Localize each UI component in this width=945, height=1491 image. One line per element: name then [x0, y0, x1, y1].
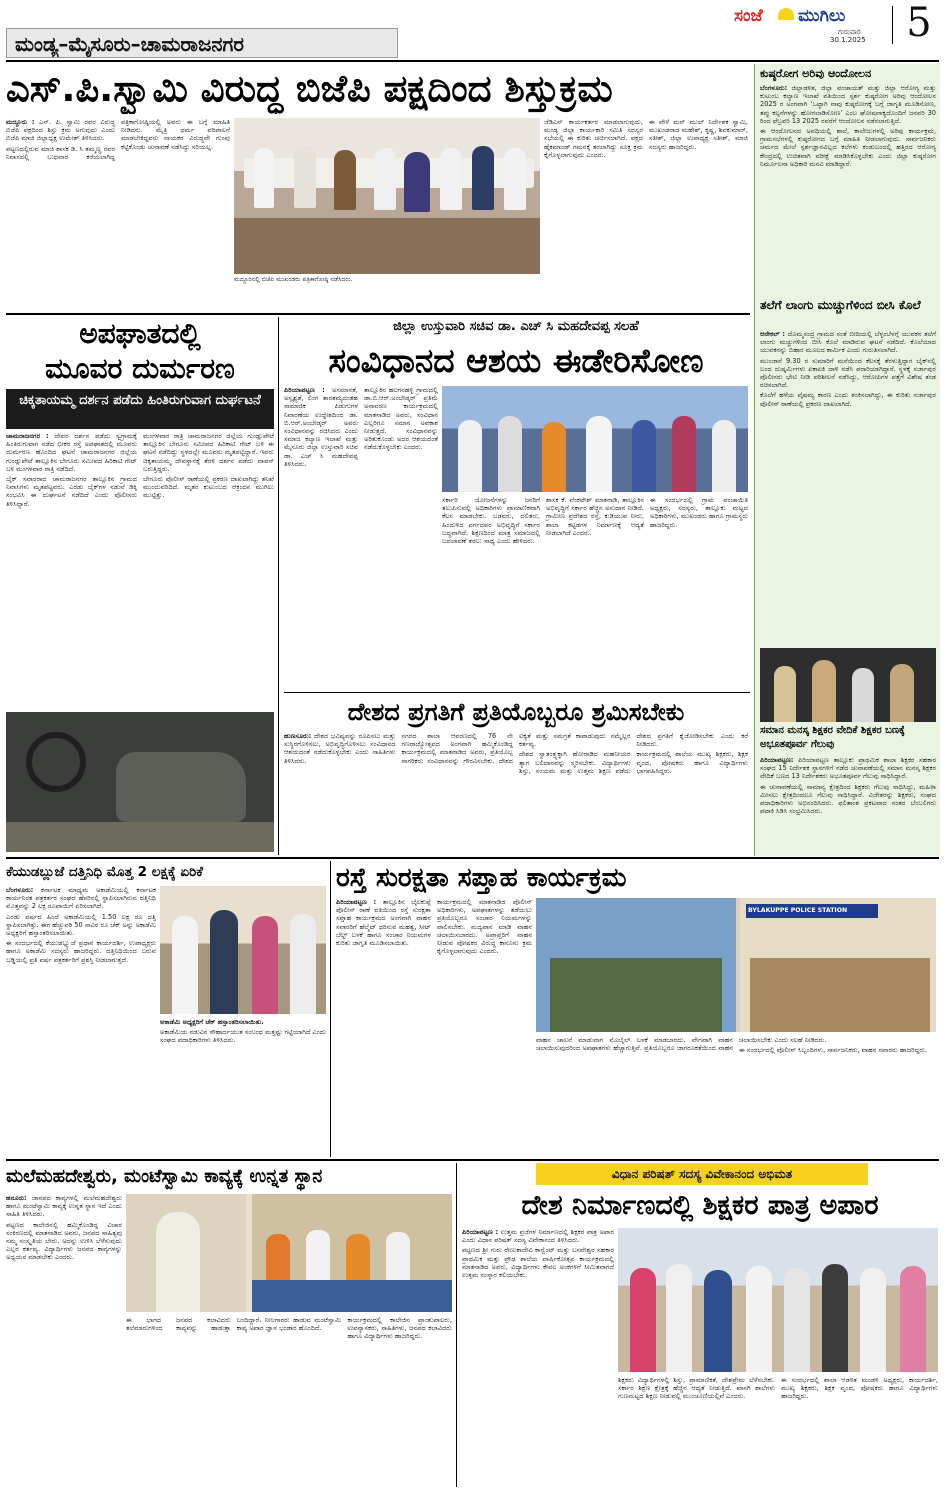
region-banner	[6, 28, 398, 58]
sidebar1-headline: ಕುಷ್ಠರೋಗ ಅರಿವು ಆಂದೋಲನ	[760, 67, 872, 80]
story7-para-2: ಪಟ್ಟಣದ ಕಾಲೇಜಿನಲ್ಲಿ ಹಮ್ಮಿಕೊಂಡಿದ್ದ ವಿಚಾರ ಸಂಕಿರಣದಲ್ಲಿ ಮಾತನಾಡಿದ ಅವರು, ಜನಪದ ಸಾಹಿತ್ಯವು ನಮ್ಮ ಸಂಸ್ಕೃತಿಯ ಬೇರು. ಅದನ್ನು ಉಳಿಸಿ ಬೆಳೆಸುವುದು ಎಲ್ಲರ ಕರ್ತವ್ಯ. ವಿದ್ಯಾರ್ಥಿಗಳು ಜನಪದ ಕಾವ್ಯಗಳನ್ನು ಅಧ್ಯಯನ ಮಾಡಬೇಕು ಎಂದರು.	[6, 1220, 122, 1262]
story7-photo	[126, 1194, 452, 1312]
brand-logo	[730, 4, 886, 44]
story6-para-2: ಕಾರ್ಯಕ್ರಮದಲ್ಲಿ ಮಾತನಾಡಿದ ಪೊಲೀಸ್ ಅಧಿಕಾರಿಗಳು, ಅಪಘಾತಗಳನ್ನು ತಡೆಯಲು ಪ್ರತಿಯೊಬ್ಬರೂ ಸಂಚಾರ ನಿಯಮಗಳನ್ನು ಪಾಲಿಸಬೇಕು. ಮದ್ಯಪಾನ ಮಾಡಿ ವಾಹನ ಚಲಾಯಿಸಬಾರದು. ಅಪ್ರಾಪ್ತರಿಗೆ ವಾಹನ ನೀಡುವ ಪೋಷಕರ ವಿರುದ್ಧ ಕಾನೂನು ಕ್ರಮ ಕೈಗೊಳ್ಳಲಾಗುವುದು ಎಂದರು.	[437, 898, 532, 956]
story7-body-left	[6, 1194, 122, 1486]
story4-para-2: ನಗರದ ಶಾಲಾ ಆವರಣದಲ್ಲಿ 76 ನೇ ಗಣರಾಜ್ಯೋತ್ಸವದ ಅಂಗವಾಗಿ ಹಮ್ಮಿಕೊಂಡಿದ್ದ ಕಾರ್ಯಕ್ರಮದಲ್ಲಿ ಮಾತನಾಡಿದ ಅವರು, ಪ್ರತಿಯೊಬ್ಬ ನಾಗರಿಕರು ಸಂವಿಧಾನವನ್ನು ಗೌರವಿಸಬೇಕು. ದೇಶದ ಐಕ್ಯತೆ ಮತ್ತು ಸಮಗ್ರತೆ ಕಾಪಾಡುವುದು ನಮ್ಮೆಲ್ಲರ ಕರ್ತವ್ಯ.	[401, 732, 631, 765]
story2-kicker-box	[6, 389, 274, 429]
sidebar2-sub-body	[760, 756, 936, 856]
story7-para-3: ಈ ಭಾಗದ ಜನಪದ ಕಲಾವಿದರು ತಲೆಮಾರುಗಳಿಂದ ಕಾವ್ಯವನ್ನು ಹಾಡುತ್ತಾ ಬಂದಿದ್ದಾರೆ. ನೀಲಗಾರರು ಹಾಡುವ ಮಂಟೆಸ್ವಾಮಿ ಕಾವ್ಯ ಅಪಾರ ಜ್ಞಾನ ಭಂಡಾರ ಹೊಂದಿದೆ.	[126, 1316, 342, 1333]
story2-body	[6, 432, 274, 710]
story3-kicker: ಜಿಲ್ಲಾ ಉಸ್ತುವಾರಿ ಸಚಿವ ಡಾ. ಎಚ್ ಸಿ ಮಹದೇವಪ್ಪ ಸಲಹೆ	[393, 319, 639, 334]
sidebar2-sub-headline: ಸಮಾನ ಮನಸ್ಕ ಶಿಕ್ಷಕರ ವೇದಿಕೆ ಶಿಕ್ಷಕರ ಬಣಕ್ಕೆ ಅಭೂತಪೂರ್ವ ಗೆಲುವು	[760, 725, 905, 750]
story3-body-left	[284, 386, 438, 686]
story6-para-3: ವಾಹನ ಚಾಲನೆ ಮಾಡುವಾಗ ಮೊಬೈಲ್ ಬಳಕೆ ಮಾಡಬಾರದು. ವೇಗವಾಗಿ ವಾಹನ ಚಲಾಯಿಸುವುದರಿಂದ ಅಪಘಾತಗಳು ಹೆಚ್ಚಾಗುತ್ತಿವೆ. ಪ್ರತಿಯೊಬ್ಬರೂ ಜಾಗರೂಕತೆಯಿಂದ ವಾಹನ ಚಲಾಯಿಸಬೇಕು ಎಂದು ಸಲಹೆ ನೀಡಿದರು.	[536, 1036, 827, 1053]
story3-body-right	[442, 496, 748, 688]
story1-para-1: ಎಸ್. ಪಿ. ಸ್ವಾಮಿ ರವರ ವಿರುದ್ಧ ಬಿಜೆಪಿ ಪಕ್ಷದಿಂದ ಶಿಸ್ತು ಕ್ರಮ ಅಗುವುದು ಎಂದು ಬಿಜೆಪಿ ಮಾಜಿ ಜಿಲ್ಲಾಧ್ಯಕ್ಷ ಉಮೇಶ್ ತಿಳಿಸಿದರು.	[6, 118, 115, 143]
story8-body-left	[462, 1228, 614, 1486]
story7-para-1: ಜಾನಪದ ಕಾವ್ಯಗಳಲ್ಲಿ ಮಲೆಮಹದೇಶ್ವರು ಹಾಗೂ ಮಂಟೆಸ್ವಾಮಿ ಕಾವ್ಯಕ್ಕೆ ಉನ್ನತ ಸ್ಥಾನ ಇದೆ ಎಂದು ಸಾಹಿತಿ ತಿಳಿಸಿದರು.	[6, 1194, 122, 1219]
story2-kicker: ಚಿಕ್ಕತಾಯಮ್ಮ ದರ್ಶನ ಪಡೆದು ಹಿಂತಿರುಗುವಾಗ ದುರ್ಘಟನೆ	[19, 393, 261, 408]
sidebar2-sub-para-1: ಪಿರಿಯಾಪಟ್ಟಣ ತಾಲ್ಲೂಕು ಪ್ರಾಥಮಿಕ ಶಾಲಾ ಶಿಕ್ಷಕರ ಸಹಕಾರ ಸಂಘದ 15 ನಿರ್ದೇಶಕ ಸ್ಥಾನಗಳಿಗೆ ನಡೆದ ಚುನಾವಣೆಯಲ್ಲಿ ಸಮಾನ ಮನಸ್ಕ ಶಿಕ್ಷಕರ ವೇದಿಕೆ ಬಣದ 13 ನಿರ್ದೇಶಕರು ಅಭೂತಪೂರ್ವ ಗೆಲುವು ಸಾಧಿಸಿದ್ದಾರೆ.	[760, 756, 936, 781]
sidebar2-dateline: ಆನೇಕಲ್ :	[760, 330, 786, 338]
story6-dateline: ಪಿರಿಯಾಪಟ್ಟಣ :	[336, 898, 377, 906]
col2-divider	[330, 861, 331, 1157]
story2-headline-line2: ಮೂವರ ದುರ್ಮರಣ	[45, 352, 235, 385]
region-title: ಮಂಡ್ಯ–ಮೈಸೂರು–ಚಾಮರಾಜನಗರ	[15, 32, 244, 56]
story2-para-2: ಬೈಕ್ ಸವಾರರಾದ ಚಾಮರಾಜನಗರ ತಾಲ್ಲೂಕಿನ ಗ್ರಾಮದ ನಿವಾಸಿಗಳು ಮೃತಪಟ್ಟವರು. ಎರಡು ಬೈಕ್‌ಗಳ ನಡುವೆ ಡಿಕ್ಕಿ ಸಂಭವಿಸಿ ಈ ದುರ್ಘಟನೆ ನಡೆದಿದೆ ಎಂದು ಪೊಲೀಸರು ತಿಳಿಸಿದ್ದಾರೆ.	[6, 475, 137, 508]
issue-date: 30.1.2025	[830, 36, 866, 44]
story2-headline-line1: ಅಪಘಾತದಲ್ಲಿ	[79, 317, 201, 350]
story3-para-3: ಸರ್ಕಾರಿ ಯೋಜನೆಗಳನ್ನು ಜನರಿಗೆ ತಲುಪಿಸುವಲ್ಲಿ ಅಧಿಕಾರಿಗಳು ಪ್ರಾಮಾಣಿಕವಾಗಿ ಕೆಲಸ ಮಾಡಬೇಕು. ಬಡವರು, ದಲಿತರು, ಹಿಂದುಳಿದ ವರ್ಗದವರ ಅಭಿವೃದ್ಧಿಗೆ ಸರ್ಕಾರ ಬದ್ಧವಾಗಿದೆ. ಶಿಕ್ಷಣದಿಂದ ಮಾತ್ರ ಸಮಾಜದಲ್ಲಿ ಬದಲಾವಣೆ ತರಲು ಸಾಧ್ಯ ಎಂದು ಹೇಳಿದರು.	[442, 496, 540, 546]
sidebar1-dateline: ಬೆಂಗಳೂರು:	[760, 84, 788, 92]
story2-photo	[6, 712, 274, 852]
story1-body-right	[544, 118, 748, 310]
sidebar2-sub-para-2: ಈ ಚುನಾವಣೆಯಲ್ಲಿ ಸಾಮಾನ್ಯ ಕ್ಷೇತ್ರದಿಂದ ಶಿಕ್ಷಕರು ಗೆಲುವು ಸಾಧಿಸಿದ್ದು, ಮಹಿಳಾ ಮೀಸಲು ಕ್ಷೇತ್ರದಿಂದಲೂ ಗೆಲುವು ಸಾಧಿಸಿದ್ದಾರೆ. ವಿಜೇತರನ್ನು ಶಿಕ್ಷಕರು, ಸಂಘದ ಪದಾಧಿಕಾರಿಗಳು ಅಭಿನಂದಿಸಿದರು. ಫಲಿತಾಂಶ ಪ್ರಕಟವಾದ ನಂತರ ಬೆಂಬಲಿಗರು ಪಟಾಕಿ ಸಿಡಿಸಿ ಸಂಭ್ರಮಿಸಿದರು.	[760, 782, 936, 816]
story1-body-left	[6, 118, 230, 310]
col3-divider	[456, 1163, 457, 1487]
row1-divider	[6, 313, 750, 315]
story6-photo	[536, 898, 936, 1032]
story2-para-4: ಬೇಗೂರು ಪೊಲೀಸ್ ಠಾಣೆಯಲ್ಲಿ ಪ್ರಕರಣ ದಾಖಲಾಗಿದ್ದು ತನಿಖೆ ಮುಂದುವರಿದಿದೆ. ಮೃತರ ಕುಟುಂಬದ ಆಕ್ರಂದನ ಮುಗಿಲು ಮುಟ್ಟಿತ್ತು.	[143, 475, 274, 500]
story4-headline: ದೇಶದ ಪ್ರಗತಿಗೆ ಪ್ರತಿಯೊಬ್ಬರೂ ಶ್ರಮಿಸಬೇಕು	[347, 698, 685, 726]
story6-body-left	[336, 898, 532, 1154]
story5-dateline: ಬೆಂಗಳೂರು:	[6, 886, 34, 894]
story5-body-right	[160, 1018, 326, 1154]
story5-para-3: ಈ ಸಂದರ್ಭದಲ್ಲಿ ಕೆಯುಡಬ್ಲ್ಯುಜೆ ಪ್ರಧಾನ ಕಾರ್ಯದರ್ಶಿ, ಉಪಾಧ್ಯಕ್ಷರು ಹಾಗೂ ಅಕಾಡೆಮಿ ಸದಸ್ಯರು ಹಾಜರಿದ್ದರು. ದತ್ತಿನಿಧಿಯಿಂದ ಬರುವ ಬಡ್ಡಿಯಲ್ಲಿ ಪ್ರತಿ ವರ್ಷ ಪತ್ರಕರ್ತರಿಗೆ ಪ್ರಶಸ್ತಿ ನೀಡಲಾಗುತ್ತದೆ.	[6, 939, 156, 964]
story1-photo	[234, 118, 540, 274]
story1-para-4: ಈ ವೇಳೆ ಮನ್ ಮುಲ್ ನಿರ್ದೇಶಕ ಸ್ವಾಮಿ, ಮುಖಂಡರಾದ ಮಹೇಶ್, ಕೃಷ್ಣ, ಶಿವಕುಮಾರ್, ಸತೀಶ್, ಜಿಲ್ಲಾ ಉಪಾಧ್ಯಕ್ಷ ಸತೀಶ್, ಮಾಜಿ ಸದಸ್ಯರು ಹಾಜರಿದ್ದರು.	[649, 118, 748, 151]
story7-para-4: ಕಾರ್ಯಕ್ರಮದಲ್ಲಿ ಕಾಲೇಜಿನ ಪ್ರಾಂಶುಪಾಲರು, ಉಪನ್ಯಾಸಕರು, ಸಾಹಿತಿಗಳು, ಜನಪದ ಕಲಾವಿದರು ಹಾಗೂ ವಿದ್ಯಾರ್ಥಿಗಳು ಹಾಜರಿದ್ದರು.	[347, 1316, 452, 1341]
sidebar2-para-1: ದೊಮ್ಮಸಂದ್ರ ಗ್ರಾಮದ ಸಂತೆ ಬೀದಿಯಲ್ಲಿ ಬೆಳ್ಳಂಬೆಳಗ್ಗೆ ಯುವಕನ ತಲೆಗೆ ಲಾಂಗು ಮಚ್ಚುಗಳಿಂದ ಬೀಸಿ ಕೊಲೆ ಮಾಡಿರುವ ಘಟನೆ ನಡೆದಿದೆ. ಕೊಲೆಯಾದ ಯುವಕನನ್ನು ಬಿಹಾರ ಮೂಲದ ಕಾರ್ಮಿಕ ಎಂದು ಗುರುತಿಸಲಾಗಿದೆ.	[760, 330, 936, 355]
story3-para-5: ಈ ಸಂದರ್ಭದಲ್ಲಿ ಗ್ರಾಮ ಪಂಚಾಯಿತಿ ಅಧ್ಯಕ್ಷರು, ಸದಸ್ಯರು, ತಾಲ್ಲೂಕು ಮಟ್ಟದ ಅಧಿಕಾರಿಗಳು, ಮುಖಂಡರು ಹಾಗೂ ಗ್ರಾಮಸ್ಥರು ಹಾಜರಿದ್ದರು.	[650, 496, 748, 529]
story1-headline: ಎಸ್.ಪಿ.ಸ್ವಾಮಿ ವಿರುದ್ಧ ಬಿಜೆಪಿ ಪಕ್ಷದಿಂದ ಶಿಸ್ತುಕ್ರಮ	[6, 67, 613, 110]
police-station-sign-text: BYLAKUPPE POLICE STATION	[748, 907, 848, 914]
story5-caption: ಅಕಾಡೆಮಿ ಅಧ್ಯಕ್ಷರಿಗೆ ಚೆಕ್ ಹಸ್ತಾಂತರಿಸಲಾಯಿತು.	[160, 1018, 264, 1026]
story6-para-1: ತಾಲ್ಲೂಕಿನ ಬೈಲಕುಪ್ಪೆ ಪೊಲೀಸ್ ಠಾಣೆ ವತಿಯಿಂದ ರಸ್ತೆ ಸುರಕ್ಷತಾ ಸಪ್ತಾಹ ಕಾರ್ಯಕ್ರಮದ ಅಂಗವಾಗಿ ವಾಹನ ಸವಾರರಿಗೆ ಹೆಲ್ಮೆಟ್ ಧರಿಸುವ ಮಹತ್ವ, ಸೀಟ್ ಬೆಲ್ಟ್ ಬಳಕೆ ಹಾಗೂ ಸಂಚಾರ ನಿಯಮಗಳ ಕುರಿತು ಜಾಗೃತಿ ಮೂಡಿಸಲಾಯಿತು.	[336, 898, 431, 948]
sun-icon	[778, 8, 794, 20]
story2-para-3: ಮಂಗಳವಾರ ರಾತ್ರಿ ಚಾಮರಾಜನಗರ ಜಿಲ್ಲೆಯ ಗುಂಡ್ಲುಪೇಟೆ ತಾಲ್ಲೂಕಿನ ಬೇಗೂರು ಸಮೀಪದ ಹಿರಿಕಾಟಿ ಗೇಟ್ ಬಳಿ ಈ ಘಟನೆ ನಡೆದಿದ್ದು ಸ್ಥಳದಲ್ಲೇ ಮೂವರು ಮೃತಪಟ್ಟಿದ್ದಾರೆ. ಇವರು ಚಿಕ್ಕತಾಯಮ್ಮ ದೇವಸ್ಥಾನಕ್ಕೆ ತೆರಳಿ ದರ್ಶನ ಪಡೆದು ವಾಪಸ್ ಬರುತ್ತಿದ್ದರು.	[143, 432, 274, 473]
story2-para-1: ದೇವರ ದರ್ಶನ ಪಡೆದು ಸ್ವಗ್ರಾಮಕ್ಕೆ ಹಿಂತಿರುಗುವಾಗ ನಡೆದ ಭೀಕರ ರಸ್ತೆ ಅಪಘಾತದಲ್ಲಿ ಮೂವರು ದುರ್ಮರಣ ಹೊಂದಿದ ಘಟನೆ ಚಾಮರಾಜನಗರ ಜಿಲ್ಲೆಯ ಗುಂಡ್ಲುಪೇಟೆ ತಾಲ್ಲೂಕಿನ ಬೇಗೂರು ಸಮೀಪದ ಹಿರಿಕಾಟಿ ಗೇಟ್ ಬಳಿ ಮಂಗಳವಾರ ರಾತ್ರಿ ನಡೆದಿದೆ.	[6, 432, 137, 473]
sidebar2-sub-dateline: ಪಿರಿಯಾಪಟ್ಟಣ:	[760, 756, 794, 764]
sidebar1-body	[760, 84, 936, 296]
story8-para-4: ಈ ಸಂದರ್ಭದಲ್ಲಿ ಶಾಲಾ ಆಡಳಿತ ಮಂಡಳಿ ಅಧ್ಯಕ್ಷರು, ಕಾರ್ಯದರ್ಶಿ, ಮುಖ್ಯ ಶಿಕ್ಷಕರು, ಶಿಕ್ಷಕ ವೃಂದ, ಪೋಷಕರು ಹಾಗೂ ವಿದ್ಯಾರ್ಥಿಗಳು ಹಾಜರಿದ್ದರು.	[781, 1376, 938, 1401]
row3-divider	[6, 1159, 939, 1161]
story2-dateline: ಚಾಮರಾಜನಗರ :	[6, 432, 49, 440]
issue-day: ಗುರುವಾರ	[838, 28, 861, 36]
col1-divider	[278, 317, 279, 855]
sidebar2-para-2: ಮುಂಜಾನೆ 9.30 ರ ಸುಮಾರಿಗೆ ಮನೆಯಿಂದ ಕೆಲಸಕ್ಕೆ ತೆರಳುತ್ತಿದ್ದಾಗ ಬೈಕ್‌ನಲ್ಲಿ ಬಂದ ದುಷ್ಕರ್ಮಿಗಳು ಏಕಾಏಕಿ ದಾಳಿ ನಡೆಸಿ ಪರಾರಿಯಾಗಿದ್ದಾರೆ. ಸ್ಥಳಕ್ಕೆ ಸರ್ಜಾಪುರ ಪೊಲೀಸರು ಭೇಟಿ ನೀಡಿ ಪರಿಶೀಲನೆ ನಡೆಸಿದ್ದು, ಆರೋಪಿಗಳ ಪತ್ತೆಗೆ ವಿಶೇಷ ತಂಡ ರಚಿಸಲಾಗಿದೆ.	[760, 356, 936, 390]
sidebar2-photo	[760, 648, 936, 722]
brand-name-b: ಮುಗಿಲು	[798, 6, 846, 26]
story5-para-1: ಕರ್ನಾಟಕ ಮಾಧ್ಯಮ ಅಕಾಡೆಮಿಯಲ್ಲಿ ಕರ್ನಾಟಕ ಕಾರ್ಯನಿರತ ಪತ್ರಕರ್ತರ ಸಂಘದ ಹೆಸರಿನಲ್ಲಿ ಸ್ಥಾಪಿಸಲಾಗಿರುವ ದತ್ತಿನಿಧಿ ಮೊತ್ತವನ್ನು 2 ಲಕ್ಷ ರೂಪಾಯಿಗೆ ಏರಿಸಲಾಗಿದೆ.	[6, 886, 156, 911]
story3-photo	[442, 386, 748, 492]
story6-headline: ರಸ್ತೆ ಸುರಕ್ಷತಾ ಸಪ್ತಾಹ ಕಾರ್ಯಕ್ರಮ	[336, 863, 627, 893]
story7-body-right	[126, 1316, 452, 1486]
story3-para-4: ಶಾಸಕ ಕೆ. ವೆಂಕಟೇಶ್ ಮಾತನಾಡಿ, ತಾಲ್ಲೂಕಿನ ಅಭಿವೃದ್ಧಿಗೆ ಸರ್ಕಾರ ಹೆಚ್ಚಿನ ಅನುದಾನ ನೀಡಿದೆ. ಗ್ರಾಮೀಣ ಪ್ರದೇಶದ ರಸ್ತೆ, ಕುಡಿಯುವ ನೀರು, ಶಾಲಾ ಕಟ್ಟಡಗಳ ನಿರ್ಮಾಣಕ್ಕೆ ಆದ್ಯತೆ ನೀಡಲಾಗಿದೆ ಎಂದರು.	[546, 496, 644, 537]
story1-caption: ಮದ್ದೂರಿನಲ್ಲಿ ಬಿಜೆಪಿ ಮುಖಂಡರು ಪತ್ರಿಕಾಗೋಷ್ಠಿ ನಡೆಸಿದರು.	[234, 276, 353, 283]
story5-headline: ಕೆಯುಡಬ್ಲುಜೆ ದತ್ತಿನಿಧಿ ಮೊತ್ತ 2 ಲಕ್ಷಕ್ಕೆ ಏರಿಕೆ	[6, 864, 203, 880]
page-number: 5	[906, 0, 932, 46]
story3-divider	[284, 692, 750, 693]
story8-body-right	[618, 1376, 938, 1486]
sidebar1-para-2: ಈ ಆಂದೋಲನದ ಅವಧಿಯಲ್ಲಿ ಶಾಲೆ, ಕಾಲೇಜುಗಳಲ್ಲಿ ಅರಿವು ಕಾರ್ಯಕ್ರಮ, ಗ್ರಾಮಸಭೆಗಳಲ್ಲಿ ಕುಷ್ಠರೋಗದ ಬಗ್ಗೆ ಮಾಹಿತಿ ನೀಡಲಾಗುವುದು. ಸಾರ್ವಜನಿಕರು ಚರ್ಮದ ಮೇಲೆ ಸ್ಪರ್ಶಜ್ಞಾನವಿಲ್ಲದ ಕಲೆಗಳು ಕಂಡುಬಂದಲ್ಲಿ ಹತ್ತಿರದ ಆರೋಗ್ಯ ಕೇಂದ್ರದಲ್ಲಿ ಉಚಿತವಾಗಿ ಪರೀಕ್ಷೆ ಮಾಡಿಸಿಕೊಳ್ಳಬೇಕು ಎಂದು ಜಿಲ್ಲಾ ಕುಷ್ಠರೋಗ ನಿರ್ಮೂಲನಾ ಅಧಿಕಾರಿ ಮನವಿ ಮಾಡಿದ್ದಾರೆ.	[760, 127, 936, 168]
brand-name-a: ಸಂಜೆ	[734, 6, 763, 26]
masthead-rule	[6, 60, 939, 62]
story7-dateline: ಹನೂರು:	[6, 1194, 27, 1202]
story6-para-4: ಈ ಸಂದರ್ಭದಲ್ಲಿ ಪೊಲೀಸ್ ಸಿಬ್ಬಂದಿಗಳು, ಸಾರ್ವಜನಿಕರು, ವಾಹನ ಸವಾರರು ಹಾಜರಿದ್ದರು.	[739, 1046, 928, 1055]
story1-para-2: ಪಟ್ಟಣದಲ್ಲಿರುವ ಮಾಜಿ ಶಾಸಕ ಡಿ. ಸಿ ತಮ್ಮಣ್ಣ ರವರ ನಿವಾಸದಲ್ಲಿ ಬುಧವಾರ ಕರೆಯಲಾಗಿದ್ದ ಪತ್ರಿಕಾಗೋಷ್ಠಿಯಲ್ಲಿ ಅವರು ಈ ಬಗ್ಗೆ ಮಾಹಿತಿ ನೀಡಿದರು. ಮೈತ್ರಿ ಧರ್ಮ ಪರಿಪಾಲನೆ ಮಾಡಬೇಕಿದ್ದವರು ನಾಯಕರ ವಿರುದ್ಧವೇ ಗುಂಪು ಕಟ್ಟಿಕೊಂಡು ಚುನಾವಣೆ ನಡೆಸಿದ್ದು ಸರಿಯಲ್ಲ.	[6, 118, 230, 161]
story8-para-1: ಉತ್ತಮ ಪ್ರಜೆಗಳ ನಿರ್ಮಾಣದಲ್ಲಿ ಶಿಕ್ಷಕರ ಪಾತ್ರ ಅಪಾರ ಎಂದು ವಿಧಾನ ಪರಿಷತ್ ಸದಸ್ಯ ವಿವೇಕಾನಂದ ತಿಳಿಸಿದರು.	[462, 1228, 614, 1245]
story1-para-3: ಜೆಡಿಎಸ್ ಕಾರ್ಯಕರ್ತರ ಮಾಡಲಾಗುವುದು, ಮಂಡ್ಯ ಜಿಲ್ಲಾ ಕಾರ್ಯಕಾರಿ ಸಮಿತಿ ಸದಸ್ಯರ ಸಭೆಯಲ್ಲಿ ಈ ಕುರಿತು ಚರ್ಚಿಸಲಾಗಿದೆ. ಪಕ್ಷದ ಹೈಕಮಾಂಡ್ ಗಮನಕ್ಕೆ ತರಲಾಗಿದ್ದು ಸೂಕ್ತ ಕ್ರಮ ಕೈಗೊಳ್ಳಲಾಗುವುದು ಎಂದರು.	[544, 118, 643, 159]
story8-photo	[618, 1228, 938, 1372]
story1-dateline: ಮದ್ದೂರು :	[6, 118, 35, 126]
story5-para-2: ಎರಡು ವರ್ಷದ ಹಿಂದೆ ಅಕಾಡೆಮಿಯಲ್ಲಿ 1.50 ಲಕ್ಷ ರೂ ದತ್ತಿ ಸ್ಥಾಪಿಸಲಾಗಿತ್ತು. ಈಗ ಹೆಚ್ಚುವರಿ 50 ಸಾವಿರ ರೂ ಚೆಕ್ ಅನ್ನು ಅಕಾಡೆಮಿ ಅಧ್ಯಕ್ಷರಿಗೆ ಹಸ್ತಾಂತರಿಸಲಾಯಿತು.	[6, 912, 156, 938]
story3-para-1: ಅಸಮಾನತೆ, ಅಸ್ಪೃಶ್ಯತೆ, ಲಿಂಗ ತಾರತಮ್ಯದಂತಹ ಸಾಮಾಜಿಕ ಪಿಡುಗುಗಳ ನಿವಾರಣೆಯ ಉದ್ದೇಶದಿಂದ ಡಾ. ಬಿ.ಆರ್.ಅಂಬೇಡ್ಕರ್ ಅವರು ಸಂವಿಧಾನವನ್ನು ರಚಿಸಿದರು ಎಂದು ಸಮಾಜ ಕಲ್ಯಾಣ ಇಲಾಖೆ ಮತ್ತು ಮೈಸೂರು ಜಿಲ್ಲಾ ಉಸ್ತುವಾರಿ ಸಚಿವ ಡಾ. ಎಚ್ ಸಿ ಮಹದೇವಪ್ಪ ತಿಳಿಸಿದರು.	[284, 386, 358, 468]
story5-body-left	[6, 886, 156, 1154]
story4-para-3: ದೇಶದ ಸ್ವಾತಂತ್ರ್ಯಕ್ಕಾಗಿ ಹೋರಾಡಿದ ಮಹನೀಯರ ತ್ಯಾಗ ಬಲಿದಾನವನ್ನು ಸ್ಮರಿಸಬೇಕು. ವಿದ್ಯಾರ್ಥಿಗಳು ಶಿಸ್ತು, ಸಂಯಮ ಮತ್ತು ಉತ್ತಮ ಶಿಕ್ಷಣ ಪಡೆದು ದೇಶದ ಪ್ರಗತಿಗೆ ಕೈಜೋಡಿಸಬೇಕು ಎಂದು ಕರೆ ನೀಡಿದರು.	[519, 732, 748, 775]
story4-dateline: ಹುಣಸೂರು:	[284, 732, 312, 740]
story8-kicker: ವಿಧಾನ ಪರಿಷತ್ ಸದಸ್ಯ ವಿವೇಕಾನಂದ ಅಭಿಮತ	[611, 1167, 793, 1181]
row2-divider	[6, 857, 939, 859]
story3-para-2: ತಾಲ್ಲೂಕಿನ ಹಲಗನಹಳ್ಳಿ ಗ್ರಾಮದಲ್ಲಿ ಡಾ.ಬಿ.ಆರ್.ಅಂಬೇಡ್ಕರ್ ಪ್ರತಿಮೆ ಅನಾವರಣ ಕಾರ್ಯಕ್ರಮದಲ್ಲಿ ಮಾತನಾಡಿದ ಅವರು, ಸಂವಿಧಾನ ಎಲ್ಲರಿಗೂ ಸಮಾನ ಅವಕಾಶ ನೀಡುತ್ತದೆ. ಸಂವಿಧಾನವನ್ನು ಅರಿತುಕೊಂಡು ಅದರ ಆಶಯದಂತೆ ನಡೆದುಕೊಳ್ಳಬೇಕು ಎಂದರು.	[364, 386, 438, 452]
story8-kicker-box	[536, 1163, 868, 1185]
masthead-divider	[892, 6, 893, 44]
story8-para-2: ಪಟ್ಟಣದ ಶ್ರೀ ಗುರು ರೇಣುಕಾದೇವಿ ಕಾನ್ವೆಂಟ್ ಮತ್ತು ಬಸವೇಶ್ವರ ಸಹಕಾರ ಪ್ರಾಥಮಿಕ ಮತ್ತು ಪ್ರೌಢ ಶಾಲೆಯ ವಾರ್ಷಿಕೋತ್ಸವ ಕಾರ್ಯಕ್ರಮದಲ್ಲಿ ಮಾತನಾಡಿದ ಅವರು, ವಿದ್ಯಾರ್ಥಿಗಳು ಕೇವಲ ಅಂಕಗಳಿಗೆ ಸೀಮಿತವಾಗದೆ ಉತ್ತಮ ಸಂಸ್ಕಾರ ಕಲಿಯಬೇಕು.	[462, 1246, 614, 1280]
sidebar2-body	[760, 330, 936, 646]
story6-body-right	[536, 1036, 936, 1154]
story5-photo	[160, 886, 326, 1014]
story7-headline: ಮಲೆಮಹದೇಶ್ವರು, ಮಂಟೆಸ್ವಾಮಿ ಕಾವ್ಯಕ್ಕೆ ಉನ್ನತ ಸ್ಥಾನ	[6, 1166, 323, 1187]
sidebar2-para-3: ಕೊಲೆಗೆ ಹಳೆಯ ವೈಷಮ್ಯ ಕಾರಣ ಎಂದು ಶಂಕಿಸಲಾಗಿದ್ದು, ಈ ಕುರಿತು ಸರ್ಜಾಪುರ ಪೊಲೀಸ್ ಠಾಣೆಯಲ್ಲಿ ಪ್ರಕರಣ ದಾಖಲಾಗಿದೆ.	[760, 391, 936, 408]
story3-dateline: ಪಿರಿಯಾಪಟ್ಟಣ :	[284, 386, 325, 394]
story3-headline: ಸಂವಿಧಾನದ ಆಶಯ ಈಡೇರಿಸೋಣ	[328, 341, 704, 380]
story8-headline: ದೇಶ ನಿರ್ಮಾಣದಲ್ಲಿ ಶಿಕ್ಷಕರ ಪಾತ್ರ ಅಪಾರ	[521, 1190, 879, 1221]
story5-para-4: ಅಕಾಡೆಮಿಯ ನಡುವಿನ ಸೌಹಾರ್ದಯುತ ಸಂಬಂಧ ಮತ್ತಷ್ಟು ಗಟ್ಟಿಯಾಗಿದೆ ಎಂದು ಸಂಘದ ಪದಾಧಿಕಾರಿಗಳು ತಿಳಿಸಿದರು.	[160, 1028, 326, 1045]
story8-para-3: ಶಿಕ್ಷಕರು ವಿದ್ಯಾರ್ಥಿಗಳಲ್ಲಿ ಶಿಸ್ತು, ಪ್ರಾಮಾಣಿಕತೆ, ದೇಶಪ್ರೇಮ ಬೆಳೆಸಬೇಕು. ಸರ್ಕಾರ ಶಿಕ್ಷಣ ಕ್ಷೇತ್ರಕ್ಕೆ ಹೆಚ್ಚಿನ ಆದ್ಯತೆ ನೀಡುತ್ತಿದೆ. ಖಾಸಗಿ ಶಾಲೆಗಳು ಗುಣಮಟ್ಟದ ಶಿಕ್ಷಣ ನೀಡುವಲ್ಲಿ ಮುಂಚೂಣಿಯಲ್ಲಿವೆ ಎಂದರು.	[618, 1376, 775, 1401]
story4-body	[284, 732, 748, 854]
story4-para-1: ದೇಶದ ಭವಿಷ್ಯವನ್ನು ರೂಪಿಸಲು ಮತ್ತು ಸುಸ್ಥಿರಗೊಳಿಸಲು, ಅಭಿವೃದ್ಧಿಗೊಳಿಸಲು ಸಂವಿಧಾನದ ಆಶಯದಂತೆ ನಡೆದುಕೊಳ್ಳಬೇಕು ಎಂದು ಸಾಹಿತಿಗಳು ತಿಳಿಸಿದರು.	[284, 732, 396, 765]
story4-para-4: ಕಾರ್ಯಕ್ರಮದಲ್ಲಿ ಶಾಲೆಯ ಮುಖ್ಯ ಶಿಕ್ಷಕರು, ಶಿಕ್ಷಕ ವೃಂದ, ಪೋಷಕರು ಹಾಗೂ ವಿದ್ಯಾರ್ಥಿಗಳು ಭಾಗವಹಿಸಿದ್ದರು.	[636, 750, 748, 775]
story8-dateline: ಪಿರಿಯಾಪಟ್ಟಣ :	[462, 1228, 499, 1236]
sidebar2-headline: ತಲೆಗೆ ಲಾಂಗು ಮುಚ್ಚುಗೆಳಿಂದ ಬೀಸಿ ಕೊಲೆ	[760, 298, 921, 312]
sidebar1-para-1: ಜಿಲ್ಲಾಡಳಿತ, ಜಿಲ್ಲಾ ಪಂಚಾಯತ್ ಮತ್ತು ಜಿಲ್ಲಾ ಆರೋಗ್ಯ ಮತ್ತು ಕುಟುಂಬ ಕಲ್ಯಾಣ ಇಲಾಖೆ ವತಿಯಿಂದ ಸ್ಪರ್ಶ ಕುಷ್ಠರೋಗ ಅರಿವು ಆಂದೋಲನ 2025 ರ ಅಂಗವಾಗಿ ‘ಒಟ್ಟಾಗಿ ನಾವು ಕುಷ್ಠರೋಗಕ್ಕೆ ಬಗ್ಗೆ ಜಾಗೃತಿ ಮೂಡಿಸೋಣ, ತಪ್ಪು ಕಲ್ಪನೆಗಳನ್ನು ಹೋಗಲಾಡಿಸೋಣ’ ಎಂಬ ಘೋಷವಾಕ್ಯದೊಂದಿಗೆ ಜನವರಿ 30 ರಿಂದ ಫೆಬ್ರವರಿ 13 2025 ರವರೆಗೆ ಆಂದೋಲನ ನಡೆಸಲಾಗುತ್ತಿದೆ.	[760, 84, 936, 125]
